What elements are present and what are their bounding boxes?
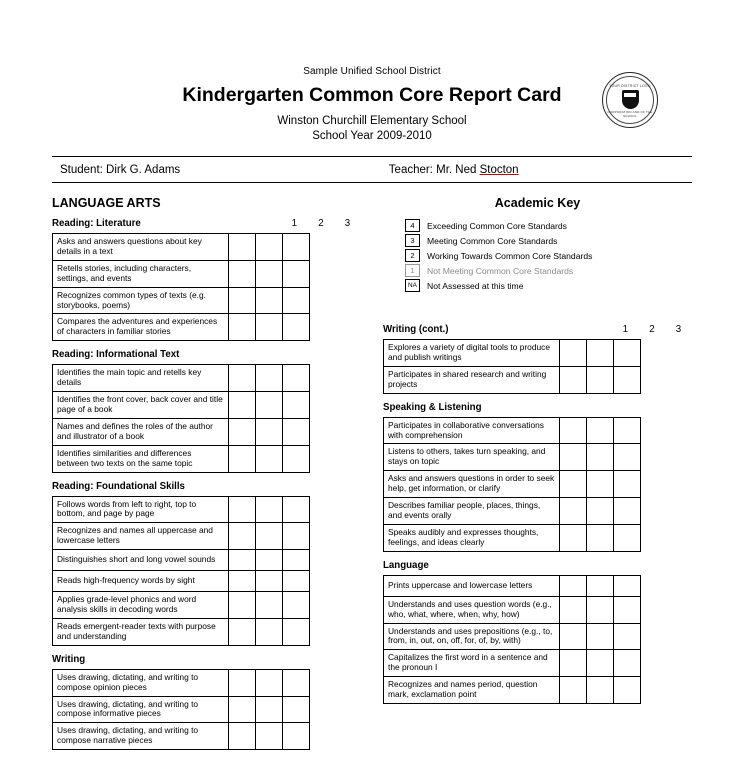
score-cell[interactable] xyxy=(614,340,641,367)
score-cell[interactable] xyxy=(256,445,283,472)
score-cell[interactable] xyxy=(256,287,283,314)
section-heading xyxy=(383,560,692,573)
standard-label-cell: Participates in shared research and writing projects xyxy=(384,366,560,393)
academic-key-code: 4 xyxy=(405,219,420,232)
standard-label-cell: Participates in collaborative conversations with comprehension xyxy=(384,417,560,444)
table-row xyxy=(53,696,310,723)
district-logo-icon xyxy=(602,72,658,128)
student-field xyxy=(52,164,385,176)
table-row xyxy=(53,496,310,523)
table-row xyxy=(53,669,310,696)
score-cell[interactable] xyxy=(560,417,587,444)
standard-label-cell: Identifies similarities and differences between two texts on the same topic xyxy=(53,445,229,472)
standards-table xyxy=(52,233,310,341)
score-cell[interactable] xyxy=(256,696,283,723)
table-row xyxy=(53,365,310,392)
student-name: Dirk G. Adams xyxy=(106,163,181,176)
score-cell[interactable] xyxy=(614,417,641,444)
score-cell[interactable] xyxy=(560,575,587,596)
table-row xyxy=(53,571,310,592)
standard-label-cell: Asks and answers questions about key details in a text xyxy=(53,234,229,261)
teacher-label: Teacher: xyxy=(388,163,433,176)
section-heading-label: Writing (cont.) xyxy=(383,324,449,335)
section-heading xyxy=(52,481,361,494)
standard-label-cell: Recognizes and names all uppercase and lowercase letters xyxy=(53,523,229,550)
score-cell[interactable] xyxy=(256,392,283,419)
standard-label-cell: Distinguishes short and long vowel sounds xyxy=(53,550,229,571)
marking-period-number: 3 xyxy=(675,324,682,335)
section-heading xyxy=(52,349,361,362)
standard-label-cell: Speaks audibly and expresses thoughts, feelings, and ideas clearly xyxy=(384,524,560,551)
score-cell[interactable] xyxy=(587,524,614,551)
score-cell[interactable] xyxy=(256,571,283,592)
section-heading-label: Reading: Literature xyxy=(52,218,141,229)
teacher-name: Mr. Ned xyxy=(436,163,477,176)
standards-table xyxy=(383,417,641,552)
score-cell[interactable] xyxy=(283,723,310,750)
score-cell[interactable] xyxy=(283,571,310,592)
score-cell[interactable] xyxy=(229,392,256,419)
score-cell[interactable] xyxy=(229,550,256,571)
academic-key-code: 3 xyxy=(405,234,420,247)
academic-key-text: Working Towards Common Core Standards xyxy=(427,250,593,261)
score-cell[interactable] xyxy=(283,392,310,419)
table-row xyxy=(384,444,641,471)
score-cell[interactable] xyxy=(560,498,587,525)
table-row xyxy=(384,498,641,525)
section-heading-label: Speaking & Listening xyxy=(383,401,482,413)
logo-bottom-text: CORPORATION AND OF THE SCHOOL xyxy=(607,109,653,118)
score-cell[interactable] xyxy=(256,669,283,696)
standard-label-cell: Understands and uses question words (e.g., who, what, where, when, why, how) xyxy=(384,596,560,623)
marking-period-numbers xyxy=(612,324,692,335)
score-cell[interactable] xyxy=(587,596,614,623)
logo-top-text: YOUR DISTRICT LOGO xyxy=(609,83,651,88)
score-cell[interactable] xyxy=(256,234,283,261)
academic-key-text: Not Assessed at this time xyxy=(427,280,524,291)
table-row xyxy=(384,524,641,551)
score-cell[interactable] xyxy=(587,417,614,444)
score-cell[interactable] xyxy=(229,696,256,723)
district-name: Sample Unified School District xyxy=(303,66,441,77)
school-name: Winston Churchill Elementary School xyxy=(277,115,467,127)
standards-table xyxy=(383,575,641,704)
student-label: Student: xyxy=(60,163,103,176)
table-row xyxy=(384,417,641,444)
section-heading-label: Reading: Foundational Skills xyxy=(52,480,185,492)
academic-key-text: Not Meeting Common Core Standards xyxy=(427,265,574,276)
standard-label-cell: Capitalizes the first word in a sentence and the pronoun I xyxy=(384,650,560,677)
score-cell[interactable] xyxy=(229,234,256,261)
standards-table xyxy=(52,669,310,750)
marking-period-number: 1 xyxy=(622,324,628,335)
score-cell[interactable] xyxy=(229,523,256,550)
score-cell[interactable] xyxy=(283,287,310,314)
score-cell[interactable] xyxy=(587,498,614,525)
score-cell[interactable] xyxy=(283,696,310,723)
score-cell[interactable] xyxy=(560,340,587,367)
score-cell[interactable] xyxy=(587,471,614,498)
score-cell[interactable] xyxy=(283,260,310,287)
score-cell[interactable] xyxy=(587,366,614,393)
score-cell[interactable] xyxy=(256,523,283,550)
score-cell[interactable] xyxy=(614,471,641,498)
standard-label-cell: Applies grade-level phonics and word analysis skills in decoding words xyxy=(53,592,229,619)
table-row xyxy=(384,650,641,677)
score-cell[interactable] xyxy=(560,677,587,704)
left-column xyxy=(52,196,361,750)
academic-key-code: 2 xyxy=(405,249,420,262)
standards-table xyxy=(52,364,310,472)
left-sections xyxy=(52,218,361,750)
score-cell[interactable] xyxy=(283,418,310,445)
score-cell[interactable] xyxy=(229,669,256,696)
score-cell[interactable] xyxy=(256,260,283,287)
score-cell[interactable] xyxy=(560,471,587,498)
table-row xyxy=(384,623,641,650)
score-cell[interactable] xyxy=(614,677,641,704)
standard-label-cell: Identifies the main topic and retells key details xyxy=(53,365,229,392)
right-sections xyxy=(383,294,692,704)
table-row xyxy=(53,287,310,314)
section-heading xyxy=(383,402,692,415)
score-cell[interactable] xyxy=(229,571,256,592)
school-year: School Year 2009-2010 xyxy=(312,130,432,142)
academic-key-title: Academic Key xyxy=(494,196,581,210)
score-cell[interactable] xyxy=(614,524,641,551)
section-heading xyxy=(52,654,361,667)
academic-key-row xyxy=(405,279,692,292)
table-row xyxy=(53,523,310,550)
score-cell[interactable] xyxy=(256,592,283,619)
score-cell[interactable] xyxy=(614,650,641,677)
table-row xyxy=(53,234,310,261)
score-cell[interactable] xyxy=(283,592,310,619)
table-row xyxy=(53,392,310,419)
standard-label-cell: Uses drawing, dictating, and writing to compose opinion pieces xyxy=(53,669,229,696)
score-cell[interactable] xyxy=(283,365,310,392)
score-cell[interactable] xyxy=(587,575,614,596)
standard-label-cell: Names and defines the roles of the author and illustrator of a book xyxy=(53,418,229,445)
standard-label-cell: Retells stories, including characters, settings, and events xyxy=(53,260,229,287)
table-row xyxy=(384,596,641,623)
score-cell[interactable] xyxy=(229,618,256,645)
score-cell[interactable] xyxy=(560,524,587,551)
table-row xyxy=(53,314,310,341)
score-cell[interactable] xyxy=(283,445,310,472)
page-header xyxy=(0,0,744,142)
score-cell[interactable] xyxy=(560,650,587,677)
standard-label-cell: Prints uppercase and lowercase letters xyxy=(384,575,560,596)
score-cell[interactable] xyxy=(614,498,641,525)
score-cell[interactable] xyxy=(229,418,256,445)
section-heading-label: Language xyxy=(383,559,429,571)
score-cell[interactable] xyxy=(614,623,641,650)
table-row xyxy=(53,418,310,445)
marking-period-number: 3 xyxy=(344,218,351,229)
academic-key-list xyxy=(405,219,692,292)
academic-key-code: NA xyxy=(405,279,420,292)
score-cell[interactable] xyxy=(283,234,310,261)
standard-label-cell: Listens to others, takes turn speaking, and stays on topic xyxy=(384,444,560,471)
score-cell[interactable] xyxy=(587,677,614,704)
score-cell[interactable] xyxy=(587,623,614,650)
section-heading-label: Writing xyxy=(52,653,86,665)
table-row xyxy=(384,575,641,596)
section-heading xyxy=(383,324,692,337)
standard-label-cell: Recognizes common types of texts (e.g. storybooks, poems) xyxy=(53,287,229,314)
score-cell[interactable] xyxy=(587,340,614,367)
score-cell[interactable] xyxy=(283,618,310,645)
marking-period-numbers xyxy=(281,218,361,229)
academic-key-row xyxy=(405,234,692,247)
score-cell[interactable] xyxy=(560,444,587,471)
table-row xyxy=(53,260,310,287)
standard-label-cell: Understands and uses prepositions (e.g., to, from, in, out, on, off, for, of, by, with) xyxy=(384,623,560,650)
score-cell[interactable] xyxy=(229,365,256,392)
section-heading xyxy=(52,218,361,231)
score-cell[interactable] xyxy=(283,669,310,696)
right-column xyxy=(383,196,692,750)
standard-label-cell: Asks and answers questions in order to seek help, get information, or clarify xyxy=(384,471,560,498)
score-cell[interactable] xyxy=(229,496,256,523)
score-cell[interactable] xyxy=(614,366,641,393)
score-cell[interactable] xyxy=(283,496,310,523)
standard-label-cell: Describes familiar people, places, things, and events orally xyxy=(384,498,560,525)
section-heading-label: Reading: Informational Text xyxy=(52,349,180,361)
score-cell[interactable] xyxy=(256,418,283,445)
marking-period-number: 2 xyxy=(649,324,655,335)
score-cell[interactable] xyxy=(614,444,641,471)
academic-key-row xyxy=(405,219,692,232)
table-row xyxy=(53,550,310,571)
score-cell[interactable] xyxy=(283,550,310,571)
standard-label-cell: Uses drawing, dictating, and writing to compose narrative pieces xyxy=(53,723,229,750)
teacher-field xyxy=(385,164,519,176)
standard-label-cell: Follows words from left to right, top to bottom, and page by page xyxy=(53,496,229,523)
score-cell[interactable] xyxy=(560,596,587,623)
standard-label-cell: Explores a variety of digital tools to produce and publish writings xyxy=(384,340,560,367)
score-cell[interactable] xyxy=(229,445,256,472)
standard-label-cell: Identifies the front cover, back cover and title page of a book xyxy=(53,392,229,419)
score-cell[interactable] xyxy=(283,314,310,341)
table-row xyxy=(53,592,310,619)
score-cell[interactable] xyxy=(560,366,587,393)
standards-table xyxy=(52,496,310,646)
page-title: Kindergarten Common Core Report Card xyxy=(182,84,562,106)
score-cell[interactable] xyxy=(256,496,283,523)
marking-period-number: 1 xyxy=(291,218,297,229)
score-cell[interactable] xyxy=(560,623,587,650)
score-cell[interactable] xyxy=(587,444,614,471)
standard-label-cell: Compares the adventures and experiences of characters in familiar stories xyxy=(53,314,229,341)
table-row xyxy=(384,366,641,393)
standards-table xyxy=(383,339,641,394)
table-row xyxy=(384,340,641,367)
score-cell[interactable] xyxy=(283,523,310,550)
score-cell[interactable] xyxy=(587,650,614,677)
academic-key-row xyxy=(405,249,692,262)
teacher-surname: Stocton xyxy=(479,163,519,176)
score-cell[interactable] xyxy=(229,592,256,619)
score-cell[interactable] xyxy=(229,723,256,750)
score-cell[interactable] xyxy=(256,365,283,392)
standard-label-cell: Reads high-frequency words by sight xyxy=(53,571,229,592)
table-row xyxy=(53,723,310,750)
table-row xyxy=(53,445,310,472)
academic-key-text: Meeting Common Core Standards xyxy=(427,235,558,246)
language-arts-title: LANGUAGE ARTS xyxy=(52,196,161,210)
score-cell[interactable] xyxy=(256,618,283,645)
academic-key-code: 1 xyxy=(405,264,420,277)
table-row xyxy=(384,471,641,498)
academic-key-text: Exceeding Common Core Standards xyxy=(427,220,567,231)
spacer xyxy=(383,294,692,316)
student-teacher-bar xyxy=(52,156,692,183)
logo-shield-icon xyxy=(622,90,639,109)
score-cell[interactable] xyxy=(229,314,256,341)
table-row xyxy=(53,618,310,645)
standard-label-cell: Uses drawing, dictating, and writing to compose informative pieces xyxy=(53,696,229,723)
score-cell[interactable] xyxy=(256,723,283,750)
table-row xyxy=(384,677,641,704)
standard-label-cell: Reads emergent-reader texts with purpose and understanding xyxy=(53,618,229,645)
score-cell[interactable] xyxy=(256,314,283,341)
marking-period-number: 2 xyxy=(318,218,324,229)
score-cell[interactable] xyxy=(256,550,283,571)
standard-label-cell: Recognizes and names period, question mark, exclamation point xyxy=(384,677,560,704)
score-cell[interactable] xyxy=(614,596,641,623)
score-cell[interactable] xyxy=(614,575,641,596)
score-cell[interactable] xyxy=(229,260,256,287)
score-cell[interactable] xyxy=(229,287,256,314)
academic-key-row xyxy=(405,264,692,277)
content-columns xyxy=(52,196,692,750)
